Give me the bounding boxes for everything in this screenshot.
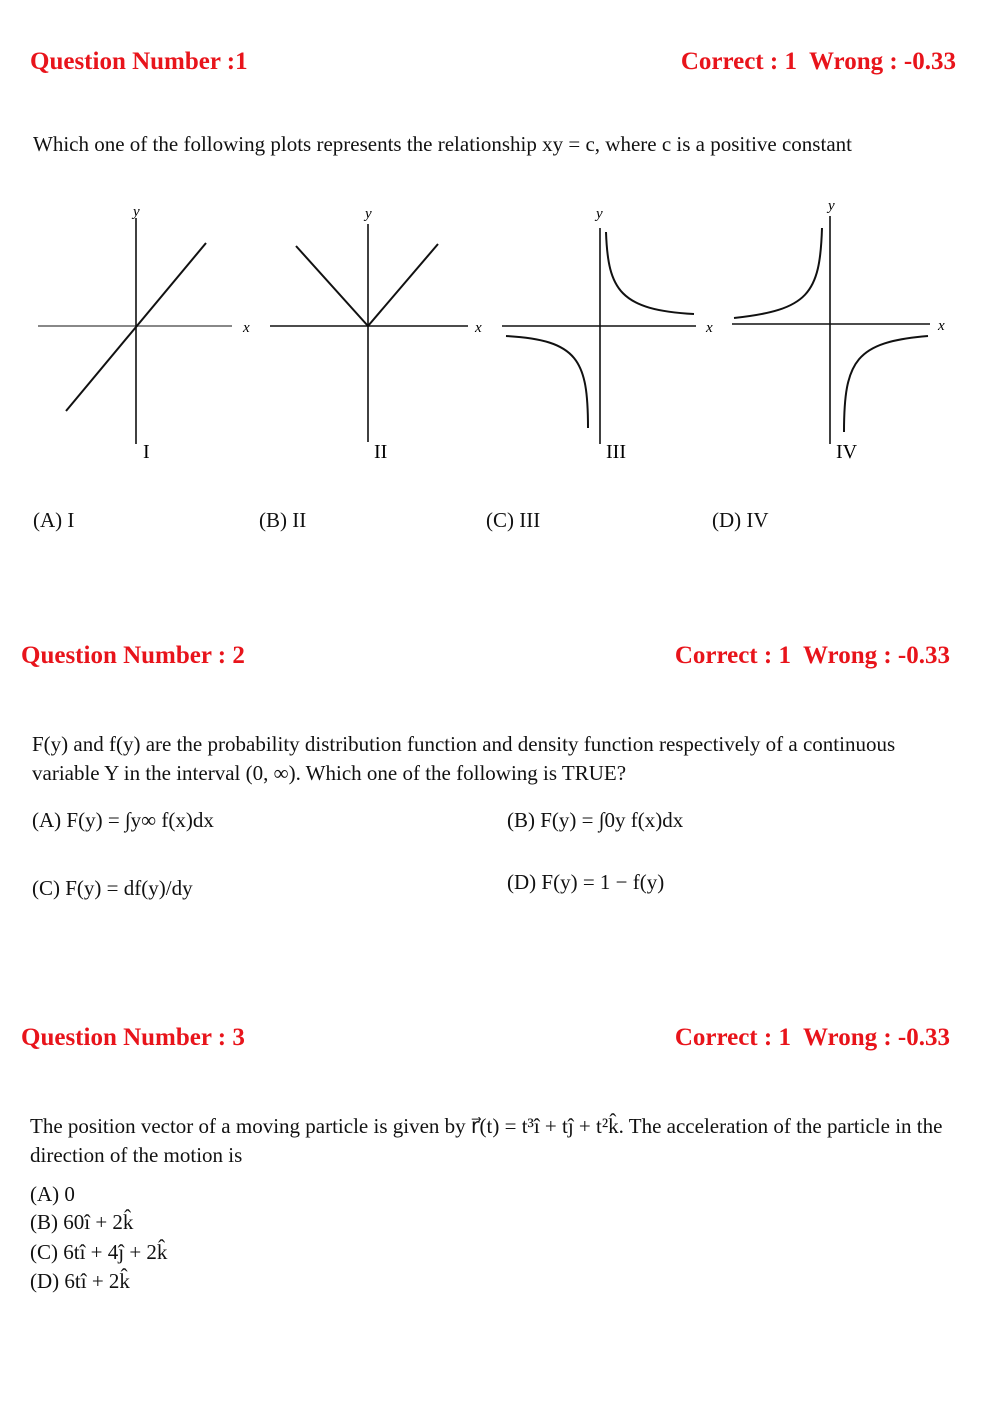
plot-4-curve-upper <box>734 228 822 318</box>
question-number: Question Number :1 <box>30 48 248 75</box>
plot-4-y-label: y <box>828 198 835 214</box>
q2-option-d[interactable]: (D) F(y) = 1 − f(y) <box>507 870 665 894</box>
q2-option-a[interactable]: (A) F(y) = ∫y∞ f(x)dx <box>32 808 214 832</box>
q3-option-b[interactable]: (B) 60î + 2k̂ <box>30 1210 134 1234</box>
plot-3-curve-lower <box>506 336 588 428</box>
question-1-header <box>0 48 992 88</box>
plot-4-x-label: x <box>938 318 945 334</box>
q2-option-c[interactable]: (C) F(y) = df(y)/dy <box>32 876 193 900</box>
plot-3-x-label: x <box>706 320 713 336</box>
question-1-plots <box>0 190 992 470</box>
score-label: Correct : 1 Wrong : -0.33 <box>680 48 956 75</box>
question-3-stem: The position vector of a moving particle is given by r⃗(t) = t³î + tĵ + t²k̂. The acceleration of the particle in the direction of the motion is <box>30 1114 943 1167</box>
question-2-stem: F(y) and f(y) are the probability distribution function and density function respectively of a continuous variable Y in the interval (0, ∞). Which one of the following is TRUE? <box>32 732 896 785</box>
plot-1-x-label: x <box>243 320 250 336</box>
q3-option-c[interactable]: (C) 6tî + 4ĵ + 2k̂ <box>30 1240 168 1264</box>
plot-2-x-label: x <box>475 320 482 336</box>
plot-3-curve-upper <box>606 232 694 314</box>
question-number: Question Number : 3 <box>21 1024 245 1051</box>
question-2-header <box>0 642 992 682</box>
question-number: Question Number : 2 <box>21 642 245 669</box>
question-1-stem: Which one of the following plots represents the relationship xy = c, where c is a positive constant <box>33 132 852 156</box>
plot-4-curve-lower <box>844 336 928 432</box>
score-label: Correct : 1 Wrong : -0.33 <box>674 1024 950 1051</box>
q1-option-a[interactable]: (A) I <box>33 508 75 532</box>
plot-2-label: II <box>374 441 388 463</box>
plot-3-label: III <box>606 441 626 463</box>
plot-4-label: IV <box>836 441 858 463</box>
score-label: Correct : 1 Wrong : -0.33 <box>674 642 950 669</box>
plot-3-y-label: y <box>596 206 603 222</box>
plot-2-y-label: y <box>365 206 372 222</box>
plot-1-y-label: y <box>133 204 140 220</box>
q1-option-d[interactable]: (D) IV <box>712 508 769 532</box>
q1-option-b[interactable]: (B) II <box>259 508 307 532</box>
plot-2-curve <box>296 244 438 326</box>
q2-option-b[interactable]: (B) F(y) = ∫0y f(x)dx <box>507 808 684 832</box>
question-3-header <box>0 1024 992 1064</box>
plot-1-label: I <box>143 441 150 463</box>
q3-option-a[interactable]: (A) 0 <box>30 1182 75 1206</box>
q1-option-c[interactable]: (C) III <box>486 508 541 532</box>
q3-option-d[interactable]: (D) 6tî + 2k̂ <box>30 1269 130 1293</box>
